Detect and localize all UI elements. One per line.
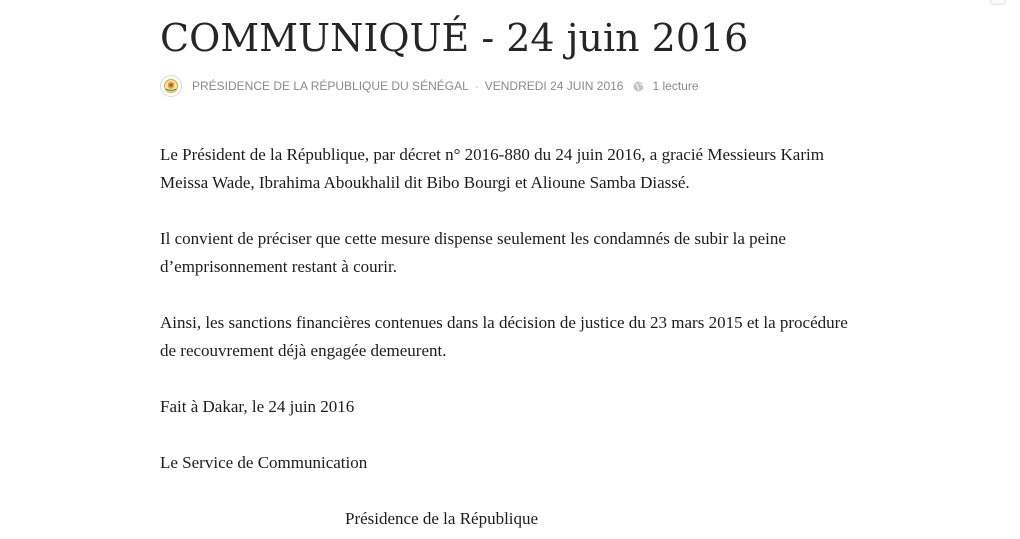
publish-date[interactable]: VENDREDI 24 JUIN 2016 — [484, 79, 624, 93]
presidential-seal-icon[interactable] — [160, 75, 182, 97]
article-title: COMMUNIQUÉ - 24 juin 2016 — [160, 16, 749, 60]
meta-separator: · — [474, 79, 479, 93]
paragraph-decree: Le Président de la République, par décret n° 2016-880 du 24 juin 2016, a gracié Messieurs Karim Meissa Wade, Ibrahima Aboukhalil dit Bibo Bourgi et Alioune Samba Diassé. — [160, 145, 824, 192]
article-meta — [160, 74, 699, 98]
paragraph-clarification: Il convient de préciser que cette mesure dispense seulement les condamnés de subir la peine d’emprisonnement restant à courir. — [160, 229, 786, 276]
paragraph-sanctions: Ainsi, les sanctions financières contenues dans la décision de justice du 23 mars 2015 et la procédure de recouvrement déjà engagée demeurent. — [160, 313, 848, 360]
paragraph-place-date: Fait à Dakar, le 24 juin 2016 — [160, 397, 355, 416]
article-body — [160, 141, 860, 539]
globe-icon — [633, 81, 644, 92]
paragraph-institution: Présidence de la République — [345, 509, 539, 528]
paragraph-signatory: Le Service de Communication — [160, 453, 368, 472]
top-corner-button[interactable] — [990, 0, 1006, 5]
read-count: 1 lecture — [652, 79, 699, 93]
author-link[interactable]: PRÉSIDENCE DE LA RÉPUBLIQUE DU SÉNÉGAL — [192, 79, 469, 93]
